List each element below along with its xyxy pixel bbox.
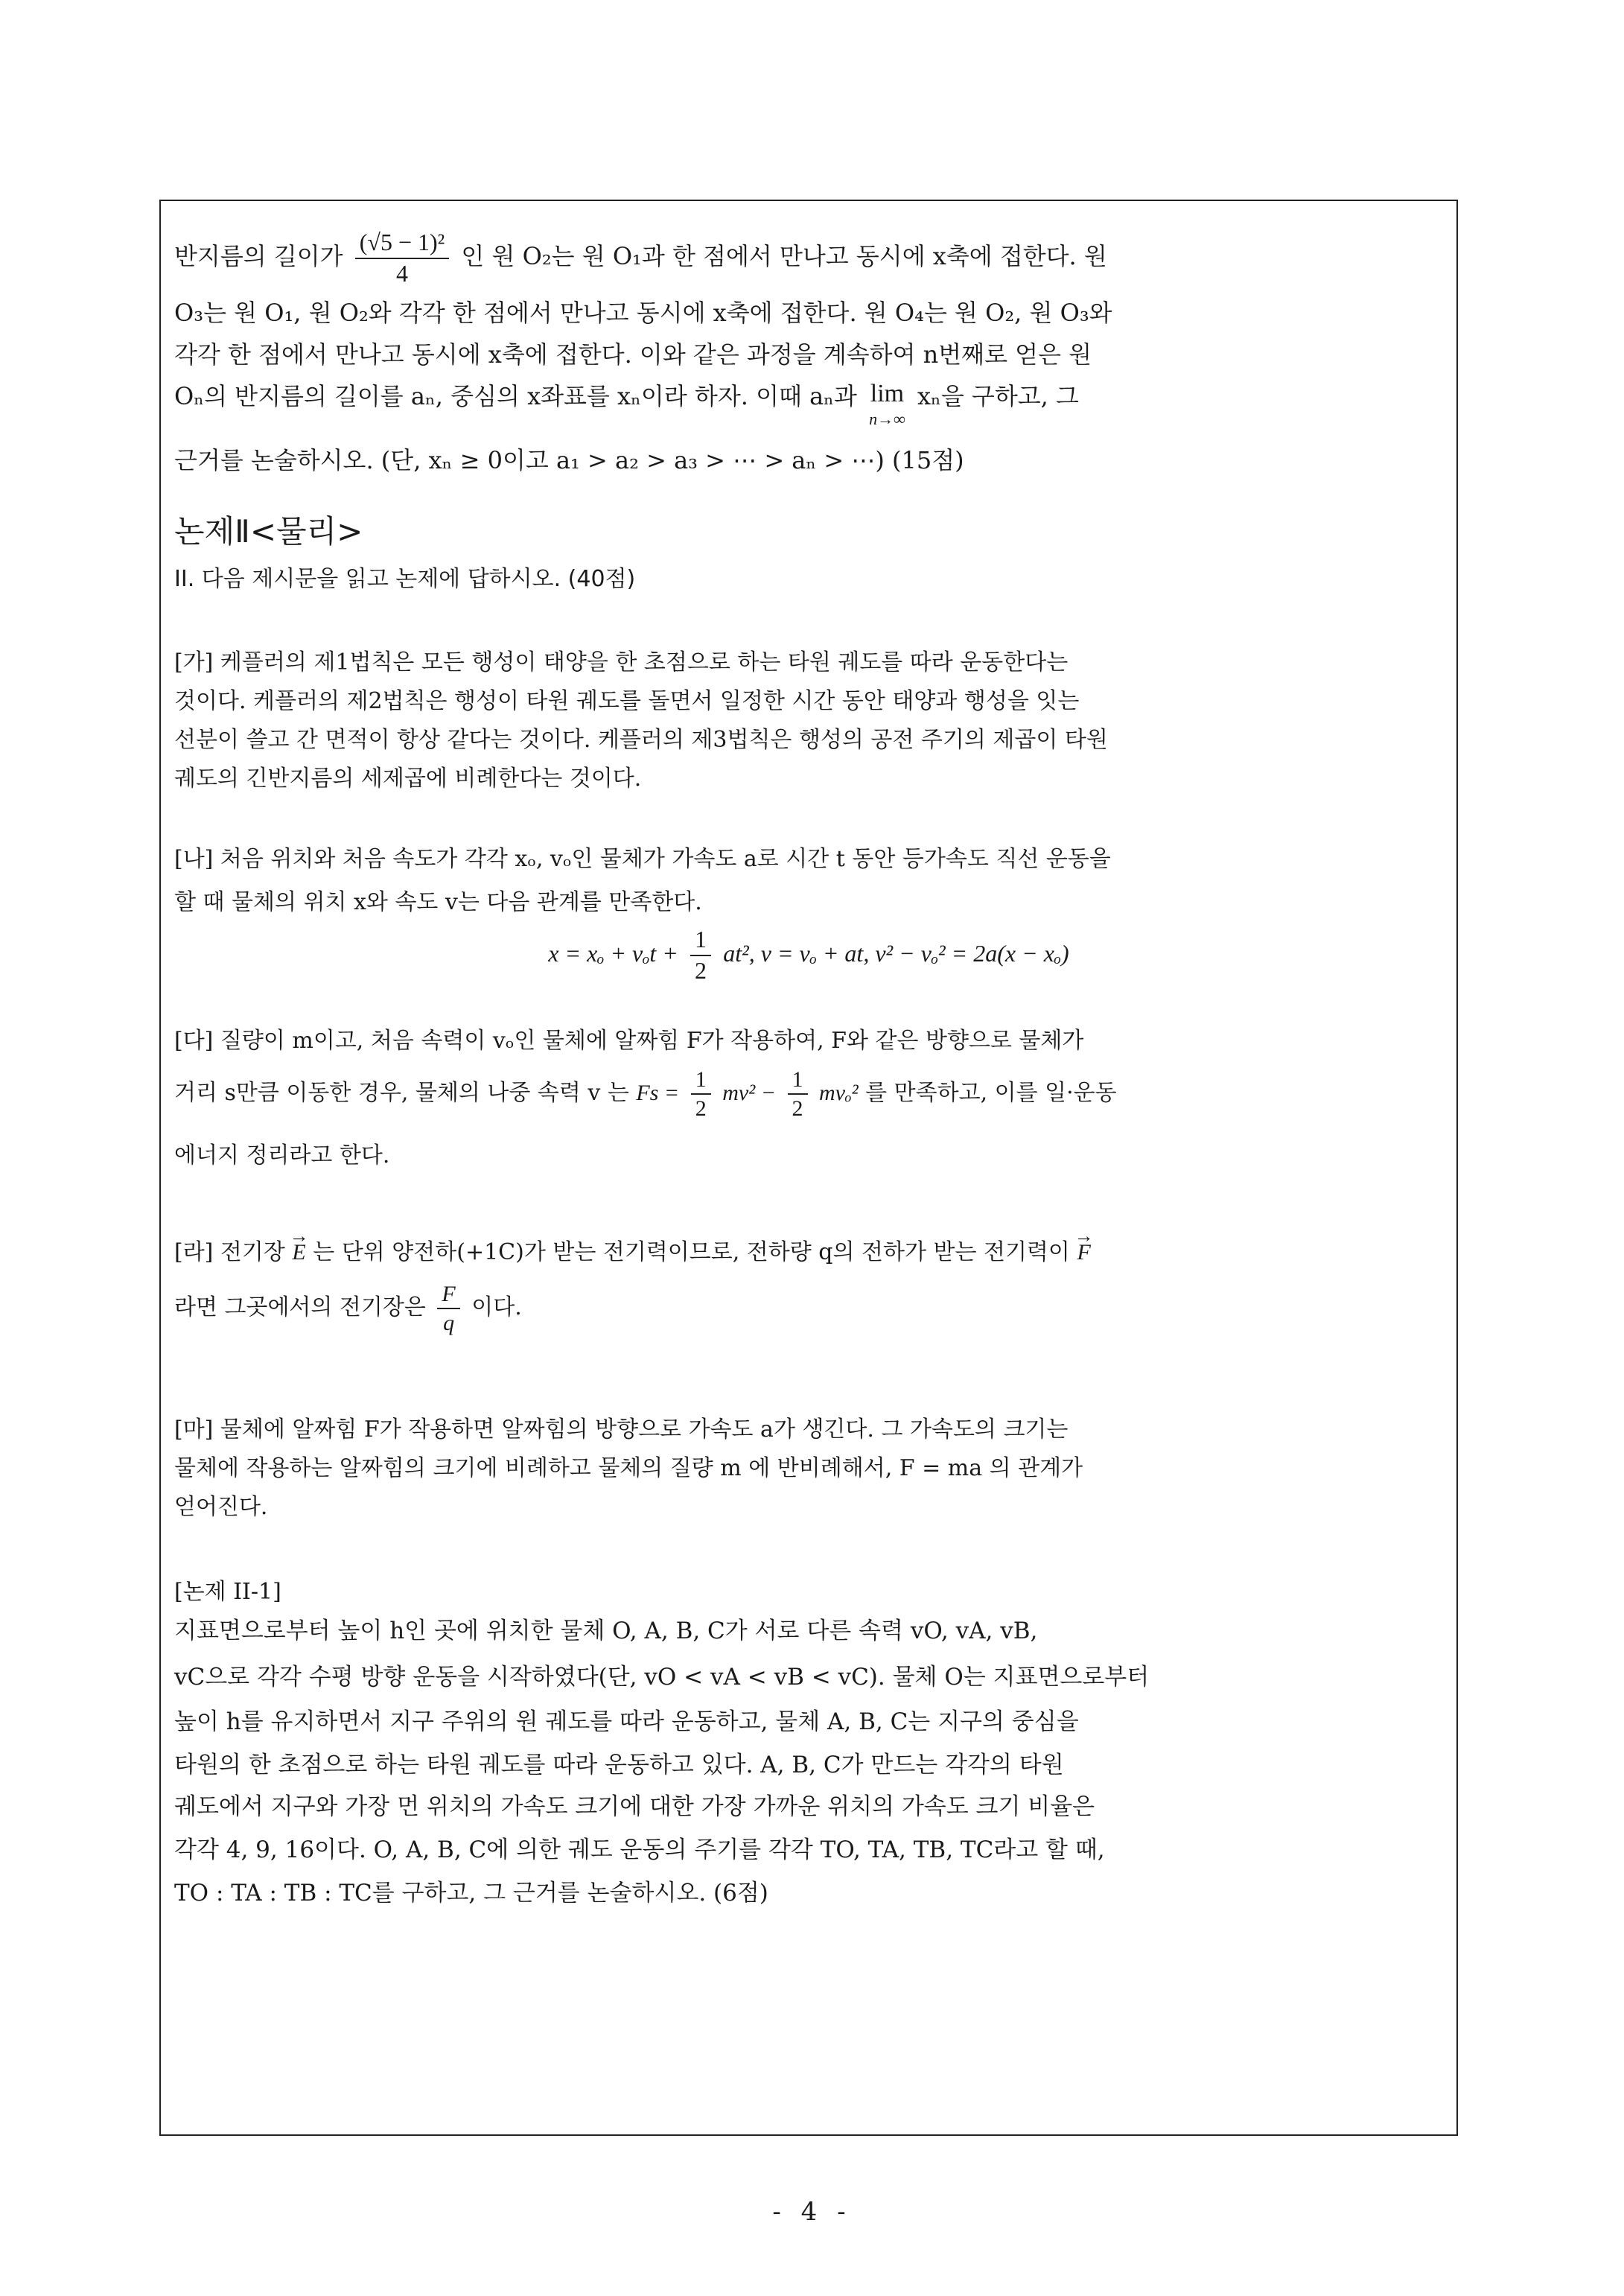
math-text: 반지름의 길이가 <box>174 242 343 270</box>
passage-ga-line-1: [가] 케플러의 제1법칙은 모든 행성이 태양을 한 초점으로 하는 타원 궤도를 따라 운동한다는 <box>174 649 1069 675</box>
half-fraction <box>691 1067 711 1121</box>
math-problem-line-1 <box>174 229 1443 287</box>
fraction-denominator: q <box>443 1311 455 1335</box>
question-line-1: 지표면으로부터 높이 h인 곳에 위치한 물체 O, A, B, C가 서로 다른 속력 vO, vA, vB, <box>174 1618 1038 1644</box>
half-fraction <box>788 1067 808 1121</box>
math-problem-line-4 <box>174 381 1443 429</box>
radius-fraction <box>355 229 450 286</box>
section-heading: 논제Ⅱ<물리> <box>174 513 363 550</box>
half-fraction <box>690 926 711 983</box>
equation-part: x = xₒ + vₒt + <box>548 940 678 967</box>
passage-ga-line-2: 것이다. 케플러의 제2법칙은 행성이 타원 궤도를 돌면서 일정한 시간 동안 태양과 행성을 잇는 <box>174 688 1080 714</box>
passage-na-line-1: [나] 처음 위치와 처음 속도가 각각 xₒ, vₒ인 물체가 가속도 a로 시간 t 동안 등가속도 직선 운동을 <box>174 846 1111 872</box>
fraction-denominator: 4 <box>395 259 408 287</box>
fraction-numerator: 1 <box>691 1067 711 1095</box>
fraction-denominator: 2 <box>695 1096 707 1121</box>
equation-part: mv² − <box>722 1081 776 1105</box>
equation-part: mvₒ² <box>819 1081 859 1105</box>
limit-symbol: lim <box>870 380 905 407</box>
kinematics-equation <box>174 922 1443 985</box>
math-text: Oₙ의 반지름의 길이를 aₙ, 중심의 x좌표를 xₙ이라 하자. 이때 aₙ과 <box>174 382 857 410</box>
fraction-denominator: 2 <box>695 956 707 984</box>
passage-na-line-2: 할 때 물체의 위치 x와 속도 v는 다음 관계를 만족한다. <box>174 889 702 915</box>
ra-text: 이다. <box>471 1294 522 1320</box>
fraction-numerator: (√5 − 1)² <box>355 229 450 258</box>
ra-text: [라] 전기장 <box>174 1239 285 1265</box>
limit-expression <box>869 381 905 427</box>
limit-subscript: n→∞ <box>869 410 905 428</box>
passage-ra-line-1 <box>174 1238 1443 1268</box>
passage-da-line-1: [다] 질량이 m이고, 처음 속력이 vₒ인 물체에 알짜힘 F가 작용하여, F와 같은 방향으로 물체가 <box>174 1028 1084 1054</box>
math-text: O₃는 원 O₁, 원 O₂와 각각 한 점에서 만나고 동시에 x축에 접한다. 원 O₄는 원 O₂, 원 O₃와 <box>174 299 1112 327</box>
passage-da-line-3: 에너지 정리라고 한다. <box>174 1142 390 1168</box>
equation-part: Fs = <box>636 1081 680 1105</box>
ra-text: 는 단위 양전하(+1C)가 받는 전기력이므로, 전하량 q의 전하가 받는 전기력이 <box>313 1239 1070 1265</box>
math-text: 인 원 O₂는 원 O₁과 한 점에서 만나고 동시에 x축에 접한다. 원 <box>461 242 1107 270</box>
passage-ga-line-4: 궤도의 긴반지름의 세제곱에 비례한다는 것이다. <box>174 766 642 792</box>
fraction-numerator: 1 <box>788 1067 808 1095</box>
vector-e: → E <box>292 1238 305 1268</box>
passage-ma-line-3: 얻어진다. <box>174 1494 268 1520</box>
ra-text: 라면 그곳에서의 전기장은 <box>174 1294 426 1320</box>
math-text: 근거를 논술하시오. (단, xₙ ≥ 0이고 a₁ > a₂ > a₃ > ⋯ > aₙ > ⋯) (15점) <box>174 446 964 474</box>
page-number: - 4 - <box>772 2197 852 2227</box>
fraction-denominator: 2 <box>792 1096 803 1121</box>
math-problem-line-2 <box>174 298 1443 328</box>
question-line-4: 타원의 한 초점으로 하는 타원 궤도를 따라 운동하고 있다. A, B, C가 만드는 각각의 타원 <box>174 1752 1064 1778</box>
da-text: 거리 s만큼 이동한 경우, 물체의 나중 속력 v 는 <box>174 1080 629 1106</box>
passage-ma-line-2: 물체에 작용하는 알짜힘의 크기에 비례하고 물체의 질량 m 에 반비례해서, F = ma 의 관계가 <box>174 1455 1083 1481</box>
question-label: [논제 II-1] <box>174 1579 281 1605</box>
section-intro: II. 다음 제시문을 읽고 논제에 답하시오. (40점) <box>174 566 636 592</box>
math-text: 각각 한 점에서 만나고 동시에 x축에 접한다. 이와 같은 과정을 계속하여 n번째로 얻은 원 <box>174 340 1092 369</box>
fraction-numerator: 1 <box>690 926 711 955</box>
passage-da-line-2 <box>174 1063 1443 1123</box>
passage-ma-line-1: [마] 물체에 알짜힘 F가 작용하면 알짜힘의 방향으로 가속도 a가 생긴다. 그 가속도의 크기는 <box>174 1416 1069 1443</box>
math-problem-line-5 <box>174 445 1443 475</box>
vector-f: → F <box>1077 1238 1090 1268</box>
question-line-5: 궤도에서 지구와 가장 먼 위치의 가속도 크기에 대한 가장 가까운 위치의 가속도 크기 비율은 <box>174 1793 1095 1820</box>
passage-ra-line-2 <box>174 1276 1443 1339</box>
fraction-numerator-vector: F <box>437 1282 459 1309</box>
content-box <box>159 200 1458 2136</box>
field-fraction <box>437 1282 459 1335</box>
question-line-3: 높이 h를 유지하면서 지구 주위의 원 궤도를 따라 운동하고, 물체 A, B, C는 지구의 중심을 <box>174 1708 1079 1735</box>
math-problem-line-3 <box>174 340 1443 369</box>
passage-ga-line-3: 선분이 쓸고 간 면적이 항상 같다는 것이다. 케플러의 제3법칙은 행성의 공전 주기의 제곱이 타원 <box>174 727 1108 753</box>
question-line-6: 각각 4, 9, 16이다. O, A, B, C에 의한 궤도 운동의 주기를 각각 TO, TA, TB, TC라고 할 때, <box>174 1837 1105 1863</box>
question-line-2: vC으로 각각 수평 방향 운동을 시작하였다(단, vO < vA < vB < vC). 물체 O는 지표면으로부터 <box>174 1664 1150 1691</box>
equation-part: at², v = vₒ + at, v² − vₒ² = 2a(x − xₒ) <box>723 940 1069 967</box>
math-text: xₙ을 구하고, 그 <box>917 382 1079 410</box>
question-line-7: TO : TA : TB : TC를 구하고, 그 근거를 논술하시오. (6점) <box>174 1880 768 1907</box>
da-text: 를 만족하고, 이를 일·운동 <box>865 1080 1117 1106</box>
